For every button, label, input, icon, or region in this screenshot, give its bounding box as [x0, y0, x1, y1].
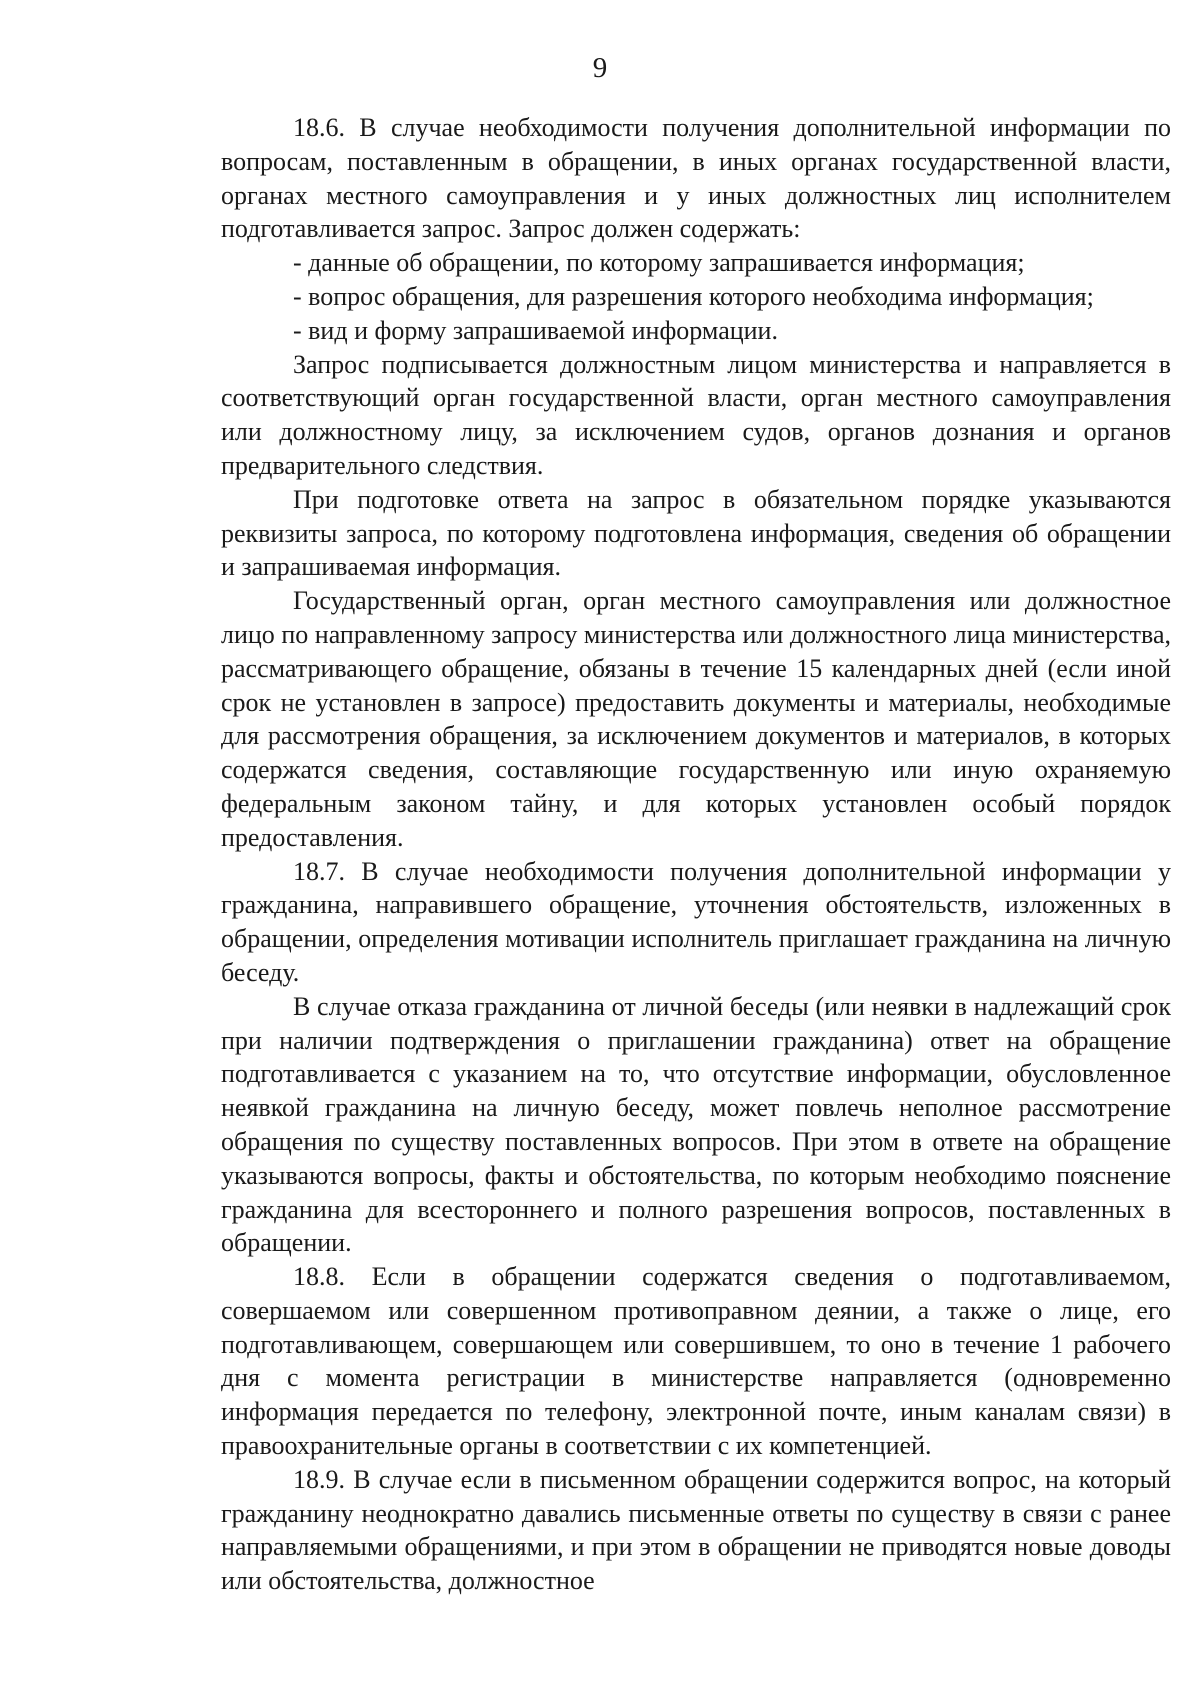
- paragraph-18-8: 18.8. Если в обращении содержатся сведения о подготавливаемом, совершаемом или совершенном противоправном деянии, а также о лице, его подготавливающем, совершающем или совершившем, то оно в течение 1 рабочего дня с момента регистрации в министерстве направляется (одновременно информация передается по телефону, электронной почте, иным каналам связи) в правоохранительные органы в соответствии с их компетенцией.: [221, 1262, 1171, 1461]
- document-body: [221, 111, 1171, 1598]
- paragraph-response-details: При подготовке ответа на запрос в обязательном порядке указываются реквизиты запроса, по которому подготовлена информация, сведения об обращении и запрашиваемая информация.: [221, 484, 1171, 582]
- paragraph-18-7: 18.7. В случае необходимости получения дополнительной информации у гражданина, направившего обращение, уточнения обстоятельств, изложенных в обращении, определения мотивации исполнитель приглашает гражданина на личную беседу.: [221, 856, 1171, 987]
- paragraph-refusal: В случае отказа гражданина от личной беседы (или неявки в надлежащий срок при наличии подтверждения о приглашении гражданина) ответ на обращение подготавливается с указанием на то, что отсутствие информации, обусловленное неявкой гражданина на личную беседу, может повлечь неполное рассмотрение обращения по существу поставленных вопросов. При этом в ответе на обращение указываются вопросы, факты и обстоятельства, по которым необходимо пояснение гражданина для всестороннего и полного разрешения вопросов, поставленных в обращении.: [221, 991, 1171, 1258]
- list-item-request-data: - данные об обращении, по которому запрашивается информация;: [293, 248, 1025, 278]
- page-number: 9: [592, 52, 608, 84]
- list-item-request-form: - вид и форму запрашиваемой информации.: [293, 315, 778, 345]
- paragraph-state-body-obligation: Государственный орган, орган местного самоуправления или должностное лицо по направленному запросу министерства или должностного лица министерства, рассматривающего обращение, обязаны в течение 15 календарных дней (если иной срок не установлен в запросе) предоставить документы и материалы, необходимые для рассмотрения обращения, за исключением документов и материалов, в которых содержатся сведения, составляющие государственную или иную охраняемую федеральным законом тайну, и для которых установлен особый порядок предоставления.: [221, 586, 1171, 852]
- list-item-request-question: - вопрос обращения, для разрешения которого необходима информация;: [293, 281, 1094, 311]
- paragraph-18-6: 18.6. В случае необходимости получения дополнительной информации по вопросам, поставленным в обращении, в иных органах государственной власти, органах местного самоуправления и у иных должностных лиц исполнителем подготавливается запрос. Запрос должен содержать:: [221, 113, 1171, 244]
- paragraph-request-signing: Запрос подписывается должностным лицом министерства и направляется в соответствующий орган государственной власти, орган местного самоуправления или должностному лицу, за исключением судов, органов дознания и органов предварительного следствия.: [221, 349, 1171, 480]
- paragraph-18-9: 18.9. В случае если в письменном обращении содержится вопрос, на который гражданину неоднократно давались письменные ответы по существу в связи с ранее направляемыми обращениями, и при этом в обращении не приводятся новые доводы или обстоятельства, должностное: [221, 1464, 1171, 1596]
